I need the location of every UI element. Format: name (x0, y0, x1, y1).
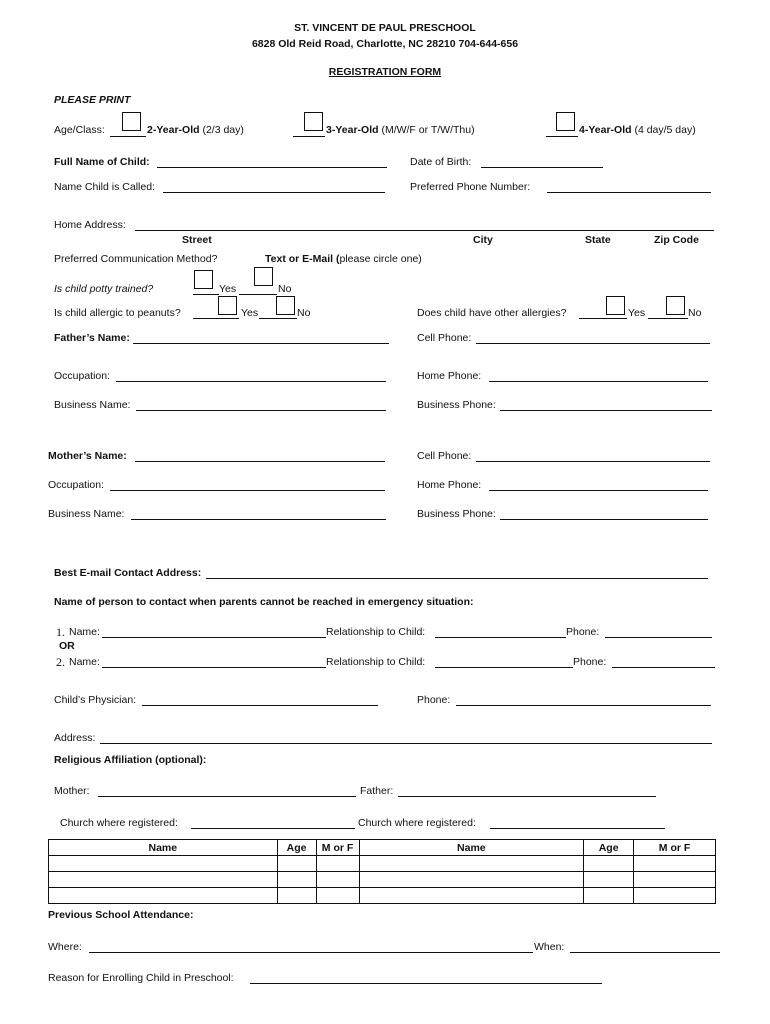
father-name-field[interactable] (133, 343, 389, 344)
age-4yr-option (579, 124, 696, 137)
dob-label: Date of Birth: (410, 156, 472, 168)
preferred-phone-label: Preferred Phone Number: (410, 181, 531, 193)
physician-field[interactable] (142, 705, 378, 706)
home-address-label: Home Address: (54, 219, 126, 231)
col-header-age: Age (584, 840, 634, 856)
comm-method-options[interactable] (265, 253, 422, 266)
comm-method-label: Preferred Communication Method? (54, 253, 218, 265)
table-cell[interactable] (359, 888, 584, 904)
religion-mother-field[interactable] (98, 796, 356, 797)
table-cell[interactable] (359, 856, 584, 872)
table-cell[interactable] (277, 856, 316, 872)
emergency-1-relationship-field[interactable] (435, 637, 566, 638)
potty-label: Is child potty trained? (54, 283, 154, 295)
age-3yr-rest: (M/W/F or T/W/Thu) (378, 124, 475, 136)
child-full-name-label: Full Name of Child: (54, 156, 150, 168)
peanuts-yes-checkbox[interactable] (218, 296, 237, 315)
emergency-2-relationship-field[interactable] (435, 667, 573, 668)
potty-yes-line (193, 294, 219, 295)
physician-address-field[interactable] (100, 743, 712, 744)
table-row (49, 888, 716, 904)
emergency-1-name-label: Name: (69, 626, 100, 638)
table-cell[interactable] (316, 872, 359, 888)
allergies-no-line (648, 318, 688, 319)
mother-business-field[interactable] (131, 519, 386, 520)
peanuts-no-label: No (297, 307, 311, 319)
allergies-no-label: No (688, 307, 702, 319)
col-header-name: Name (359, 840, 584, 856)
allergies-yes-checkbox[interactable] (606, 296, 625, 315)
peanuts-yes-label: Yes (241, 307, 259, 319)
mother-name-label: Mother’s Name: (48, 450, 127, 462)
other-allergies-label: Does child have other allergies? (417, 307, 567, 319)
church-father-field[interactable] (490, 828, 665, 829)
table-header-row (49, 840, 716, 856)
age-3yr-checkbox[interactable] (304, 112, 323, 131)
emergency-2-phone-field[interactable] (612, 667, 715, 668)
col-header-sex: M or F (316, 840, 359, 856)
preferred-phone-field[interactable] (547, 192, 711, 193)
emergency-2-relationship-label: Relationship to Child: (326, 656, 426, 668)
physician-phone-field[interactable] (456, 705, 711, 706)
table-cell[interactable] (49, 856, 278, 872)
father-business-phone-label: Business Phone: (417, 399, 496, 411)
mother-cell-field[interactable] (476, 461, 710, 462)
age-2yr-bold: 2-Year-Old (147, 124, 200, 136)
age-4yr-checkbox[interactable] (556, 112, 575, 131)
reason-field[interactable] (250, 983, 602, 984)
email-field[interactable] (206, 578, 708, 579)
comm-options-bold: Text or E-Mail ( (265, 253, 340, 265)
city-caption: City (473, 234, 493, 246)
father-cell-label: Cell Phone: (417, 332, 472, 344)
previous-where-label: Where: (48, 941, 82, 953)
col-header-sex: M or F (634, 840, 716, 856)
church-father-label: Church where registered: (358, 817, 476, 829)
emergency-2-number: 2. (56, 655, 65, 669)
physician-label: Child’s Physician: (54, 694, 137, 706)
potty-no-line (239, 294, 277, 295)
age-4yr-rest: (4 day/5 day) (631, 124, 696, 136)
please-print: PLEASE PRINT (54, 94, 131, 106)
table-cell[interactable] (584, 888, 634, 904)
mother-cell-label: Cell Phone: (417, 450, 472, 462)
previous-when-field[interactable] (570, 952, 720, 953)
state-caption: State (585, 234, 611, 246)
emergency-1-relationship-label: Relationship to Child: (326, 626, 426, 638)
religion-father-field[interactable] (398, 796, 656, 797)
peanuts-no-checkbox[interactable] (276, 296, 295, 315)
table-cell[interactable] (277, 872, 316, 888)
table-row (49, 872, 716, 888)
table-cell[interactable] (634, 872, 716, 888)
mother-business-phone-field[interactable] (500, 519, 708, 520)
church-mother-field[interactable] (191, 828, 355, 829)
emergency-1-name-field[interactable] (102, 637, 326, 638)
allergies-yes-label: Yes (628, 307, 646, 319)
emergency-or: OR (59, 640, 75, 652)
age-2yr-line (110, 136, 146, 137)
school-address: 6828 Old Reid Road, Charlotte, NC 28210 704-644-656 (251, 38, 519, 50)
emergency-2-name-field[interactable] (102, 667, 326, 668)
potty-yes-checkbox[interactable] (194, 270, 213, 289)
comm-options-note: please circle one) (339, 253, 422, 265)
age-3yr-line (293, 136, 325, 137)
religion-father-label: Father: (360, 785, 394, 797)
street-caption: Street (182, 234, 212, 246)
previous-school-heading: Previous School Attendance: (48, 909, 194, 921)
father-home-phone-label: Home Phone: (417, 370, 482, 382)
mother-business-label: Business Name: (48, 508, 125, 520)
home-address-field[interactable] (135, 230, 714, 231)
emergency-2-name-label: Name: (69, 656, 100, 668)
mother-business-phone-label: Business Phone: (417, 508, 496, 520)
reason-label: Reason for Enrolling Child in Preschool: (48, 972, 234, 984)
child-full-name-field[interactable] (157, 167, 387, 168)
allergies-yes-line (579, 318, 627, 319)
church-mother-label: Church where registered: (60, 817, 178, 829)
table-cell[interactable] (634, 856, 716, 872)
father-name-label: Father’s Name: (54, 332, 130, 344)
age-class-label: Age/Class: (54, 124, 105, 136)
age-2yr-rest: (2/3 day) (199, 124, 244, 136)
zip-caption: Zip Code (654, 234, 699, 246)
table-cell[interactable] (584, 872, 634, 888)
table-cell[interactable] (634, 888, 716, 904)
father-cell-field[interactable] (476, 343, 710, 344)
age-3yr-bold: 3-Year-Old (326, 124, 379, 136)
mother-occupation-field[interactable] (110, 490, 385, 491)
father-business-phone-field[interactable] (500, 410, 712, 411)
called-label: Name Child is Called: (54, 181, 155, 193)
age-4yr-line (546, 136, 578, 137)
emergency-1-phone-field[interactable] (605, 637, 712, 638)
table-cell[interactable] (49, 888, 278, 904)
table-cell[interactable] (49, 872, 278, 888)
col-header-name: Name (49, 840, 278, 856)
mother-name-field[interactable] (135, 461, 385, 462)
age-2yr-checkbox[interactable] (122, 112, 141, 131)
peanuts-label: Is child allergic to peanuts? (54, 307, 181, 319)
father-occupation-field[interactable] (116, 381, 386, 382)
age-4yr-bold: 4-Year-Old (579, 124, 632, 136)
religion-heading: Religious Affiliation (optional): (54, 754, 207, 766)
previous-where-field[interactable] (89, 952, 533, 953)
emergency-2-phone-label: Phone: (573, 656, 607, 668)
father-business-field[interactable] (136, 410, 386, 411)
mother-home-phone-label: Home Phone: (417, 479, 482, 491)
father-occupation-label: Occupation: (54, 370, 111, 382)
table-cell[interactable] (277, 888, 316, 904)
called-field[interactable] (163, 192, 385, 193)
dob-field[interactable] (481, 167, 603, 168)
table-row (49, 856, 716, 872)
father-business-label: Business Name: (54, 399, 131, 411)
emergency-heading: Name of person to contact when parents cannot be reached in emergency situation: (54, 596, 474, 608)
peanuts-yes-line (193, 318, 239, 319)
siblings-table (48, 839, 716, 904)
emergency-1-phone-label: Phone: (566, 626, 600, 638)
table-cell[interactable] (316, 888, 359, 904)
school-name: ST. VINCENT DE PAUL PRESCHOOL (294, 22, 476, 34)
previous-when-label: When: (534, 941, 565, 953)
email-label: Best E-mail Contact Address: (54, 567, 202, 579)
age-3yr-option (326, 124, 475, 137)
table-cell[interactable] (316, 856, 359, 872)
allergies-no-checkbox[interactable] (666, 296, 685, 315)
potty-no-label: No (278, 283, 292, 295)
table-cell[interactable] (359, 872, 584, 888)
potty-yes-label: Yes (219, 283, 237, 295)
father-home-phone-field[interactable] (489, 381, 708, 382)
physician-phone-label: Phone: (417, 694, 451, 706)
col-header-age: Age (277, 840, 316, 856)
physician-address-label: Address: (54, 732, 96, 744)
religion-mother-label: Mother: (54, 785, 90, 797)
peanuts-no-line (259, 318, 297, 319)
mother-home-phone-field[interactable] (489, 490, 708, 491)
table-cell[interactable] (584, 856, 634, 872)
emergency-1-number: 1. (56, 625, 65, 639)
age-2yr-option (147, 124, 244, 137)
mother-occupation-label: Occupation: (48, 479, 105, 491)
form-title: REGISTRATION FORM (328, 66, 442, 78)
potty-no-checkbox[interactable] (254, 267, 273, 286)
